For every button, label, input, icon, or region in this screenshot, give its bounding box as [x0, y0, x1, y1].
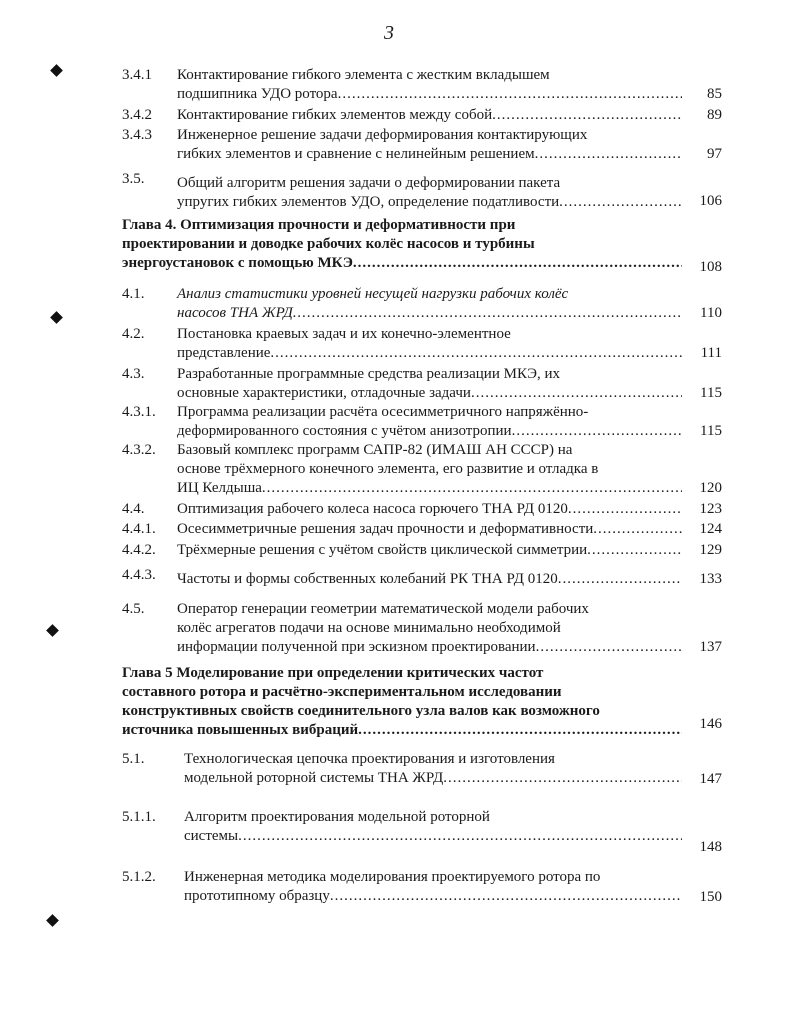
- toc-title: Инженерная методика моделирования проектируемого ротора по: [184, 869, 601, 885]
- toc-number: 4.3.2.: [122, 442, 156, 458]
- toc-page: 108: [699, 259, 722, 275]
- toc-entry[interactable]: [122, 106, 722, 126]
- toc-title: Оператор генерации геометрии математической модели рабочих: [177, 601, 589, 617]
- toc-number: 4.4.2.: [122, 542, 156, 558]
- dot-leader: [471, 384, 682, 403]
- toc-entry[interactable]: [122, 403, 722, 443]
- toc-title: Оптимизация рабочего колеса насоса горючего ТНА РД 0120: [177, 501, 568, 517]
- dot-leader: [353, 254, 682, 273]
- toc-entry[interactable]: [122, 126, 722, 166]
- chapter-title: составного ротора и расчётно-экспериментальном исследовании: [122, 684, 562, 700]
- toc-title: Базовый комплекс программ САПР-82 (ИМАШ АН СССР) на: [177, 442, 573, 458]
- dot-leader: [559, 193, 682, 212]
- toc-title: Инженерное решение задачи деформирования контактирующих: [177, 127, 588, 143]
- dot-leader: [587, 541, 682, 560]
- chapter-title: конструктивных свойств соединительного узла валов как возможного: [122, 703, 600, 719]
- toc-number: 4.5.: [122, 601, 145, 617]
- toc-title: Постановка краевых задач и их конечно-элементное: [177, 326, 511, 342]
- toc-entry[interactable]: [122, 325, 722, 365]
- toc-title: Программа реализации расчёта осесимметричного напряжённо-: [177, 404, 589, 420]
- toc-number: 4.4.3.: [122, 567, 156, 583]
- toc-number: 4.3.1.: [122, 404, 156, 420]
- toc-entry[interactable]: [122, 541, 722, 561]
- toc-page: 147: [699, 771, 722, 787]
- dot-leader: [536, 638, 682, 657]
- toc-title: основе трёхмерного конечного элемента, его развитие и отладка в: [177, 461, 599, 477]
- toc-page: 115: [700, 423, 722, 439]
- chapter-title: проектировании и доводке рабочих колёс насосов и турбины: [122, 236, 535, 252]
- toc-title: упругих гибких элементов УДО, определение податливости: [177, 194, 560, 210]
- toc-title: представление: [177, 345, 271, 361]
- toc-title: насосов ТНА ЖРД: [177, 305, 293, 321]
- dot-leader: [262, 479, 682, 498]
- toc-title: Алгоритм проектирования модельной роторной: [184, 809, 490, 825]
- dot-leader: [512, 422, 682, 441]
- toc-title: ИЦ Келдыша: [177, 480, 262, 496]
- toc-page: 146: [699, 716, 722, 732]
- toc-title: колёс агрегатов подачи на основе минимально необходимой: [177, 620, 561, 636]
- dot-leader: [238, 827, 682, 846]
- toc-page: 110: [700, 305, 722, 321]
- toc-title: Технологическая цепочка проектирования и изготовления: [184, 751, 555, 767]
- toc-title: гибких элементов и сравнение с нелинейным решением: [177, 146, 535, 162]
- dot-leader: [535, 145, 682, 164]
- toc-entry[interactable]: [122, 600, 722, 658]
- chapter-title: Глава 4. Оптимизация прочности и деформативности при: [122, 217, 516, 233]
- toc-page: 111: [700, 345, 722, 361]
- toc-page: 137: [699, 639, 722, 655]
- toc-page: 124: [699, 521, 722, 537]
- chapter-title: источника повышенных вибраций: [122, 722, 359, 738]
- toc-entry[interactable]: [122, 500, 722, 520]
- toc-title: Разработанные программные средства реализации МКЭ, их: [177, 366, 561, 382]
- toc-number: 5.1.1.: [122, 809, 156, 825]
- toc-title: Общий алгоритм решения задачи о деформировании пакета: [177, 175, 561, 191]
- toc-number: 3.4.3: [122, 127, 152, 143]
- toc-entry[interactable]: [122, 170, 722, 210]
- toc-title: Контактирование гибкого элемента с жестким вкладышем: [177, 67, 550, 83]
- margin-bullet: [46, 914, 59, 927]
- toc-number: 3.4.2: [122, 107, 152, 123]
- toc-title: Контактирование гибких элементов между собой: [177, 107, 493, 123]
- margin-bullet: [50, 311, 63, 324]
- toc-entry[interactable]: [122, 285, 722, 325]
- toc-title: Трёхмерные решения с учётом свойств циклической симметрии: [177, 542, 588, 558]
- toc-number: 3.5.: [122, 171, 145, 187]
- toc-page: 148: [699, 839, 722, 855]
- chapter-title: энергоустановок с помощью МКЭ: [122, 255, 353, 271]
- toc-number: 5.1.: [122, 751, 145, 767]
- toc-entry[interactable]: [122, 750, 722, 790]
- toc-title: модельной роторной системы ТНА ЖРД: [184, 770, 444, 786]
- toc-number: 4.4.1.: [122, 521, 156, 537]
- toc-title: деформированного состояния с учётом анизотропии: [177, 423, 512, 439]
- dot-leader: [293, 304, 682, 323]
- toc-number: 4.2.: [122, 326, 145, 342]
- dot-leader: [568, 500, 682, 519]
- toc-title: подшипника УДО ротора: [177, 86, 338, 102]
- chapter-heading[interactable]: [122, 664, 682, 740]
- chapter-title: Глава 5 Моделирование при определении критических частот: [122, 665, 544, 681]
- toc-page: 129: [699, 542, 722, 558]
- dot-leader: [338, 85, 682, 104]
- dot-leader: [492, 106, 682, 125]
- toc-page: 89: [707, 107, 722, 123]
- toc-title: Осесимметричные решения задач прочности и деформативности: [177, 521, 594, 537]
- margin-bullet: [46, 624, 59, 637]
- toc-number: 4.4.: [122, 501, 145, 517]
- toc-entry[interactable]: [122, 365, 722, 405]
- toc-page: 97: [707, 146, 722, 162]
- toc-page: 85: [707, 86, 722, 102]
- toc-entry[interactable]: [122, 66, 722, 106]
- toc-title: прототипному образцу: [184, 888, 330, 904]
- toc-title: Анализ статистики уровней несущей нагрузки рабочих колёс: [177, 286, 569, 302]
- toc-number: 5.1.2.: [122, 869, 156, 885]
- toc-entry[interactable]: [122, 520, 722, 540]
- dot-leader: [358, 721, 682, 740]
- dot-leader: [270, 344, 682, 363]
- toc-number: 3.4.1: [122, 67, 152, 83]
- toc-entry[interactable]: [122, 566, 722, 590]
- toc-entry[interactable]: [122, 808, 722, 856]
- toc-title: основные характеристики, отладочные задачи: [177, 385, 471, 401]
- toc-entry[interactable]: [122, 441, 722, 499]
- toc-page: 133: [699, 571, 722, 587]
- dot-leader: [558, 570, 682, 589]
- page-number: 3: [384, 22, 394, 44]
- margin-bullet: [50, 64, 63, 77]
- dot-leader: [330, 887, 682, 906]
- toc-page: 120: [699, 480, 722, 496]
- dot-leader: [593, 520, 682, 539]
- toc-page: 123: [699, 501, 722, 517]
- toc-page: 115: [700, 385, 722, 401]
- toc-page: 150: [699, 889, 722, 905]
- toc-title: системы: [184, 828, 239, 844]
- dot-leader: [443, 769, 682, 788]
- toc-number: 4.3.: [122, 366, 145, 382]
- chapter-heading[interactable]: [122, 216, 682, 273]
- toc-entry[interactable]: [122, 868, 722, 908]
- toc-title: информации полученной при эскизном проектировании: [177, 639, 536, 655]
- toc-page: 106: [699, 193, 722, 209]
- toc-title: Частоты и формы собственных колебаний РК ТНА РД 0120: [177, 571, 558, 587]
- toc-number: 4.1.: [122, 286, 145, 302]
